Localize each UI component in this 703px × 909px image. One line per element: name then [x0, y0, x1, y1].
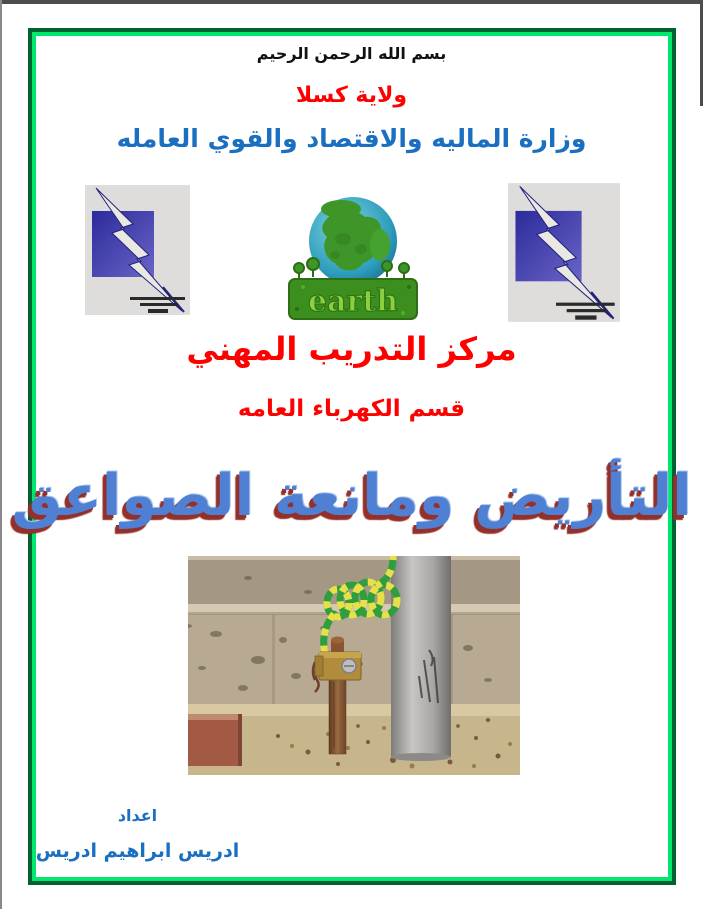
- window-top-edge: [0, 0, 703, 4]
- department-title: قسم الكهرباء العامه: [237, 396, 466, 422]
- ministry-title: وزارة الماليه والاقتصاد والقوي العامله: [116, 124, 587, 153]
- training-center-title: مركز التدريب المهني: [186, 330, 517, 368]
- main-title-wordart: التأريض ومانعة الصواعق: [11, 463, 692, 529]
- author-name: ادريس ابراهيم ادريس: [35, 840, 240, 862]
- earthing-photo-graphic: [188, 556, 520, 775]
- earth-globe-icon: [283, 183, 423, 325]
- prepared-by-block: [35, 806, 240, 862]
- prepared-by-label: اعداد: [117, 806, 158, 825]
- electricity-lightning-logo-right: [508, 183, 620, 326]
- state-title: ولاية كسلا: [295, 83, 408, 108]
- lightning-bolt-icon: [508, 183, 620, 322]
- earth-logo: [283, 183, 423, 329]
- lightning-bolt-icon: [85, 185, 190, 315]
- earth-logo-label: earth: [308, 284, 398, 319]
- earthing-rod-photo: [188, 556, 520, 775]
- bismillah-text: بسم الله الرحمن الرحيم: [256, 44, 447, 63]
- electricity-lightning-logo-left: [85, 185, 190, 319]
